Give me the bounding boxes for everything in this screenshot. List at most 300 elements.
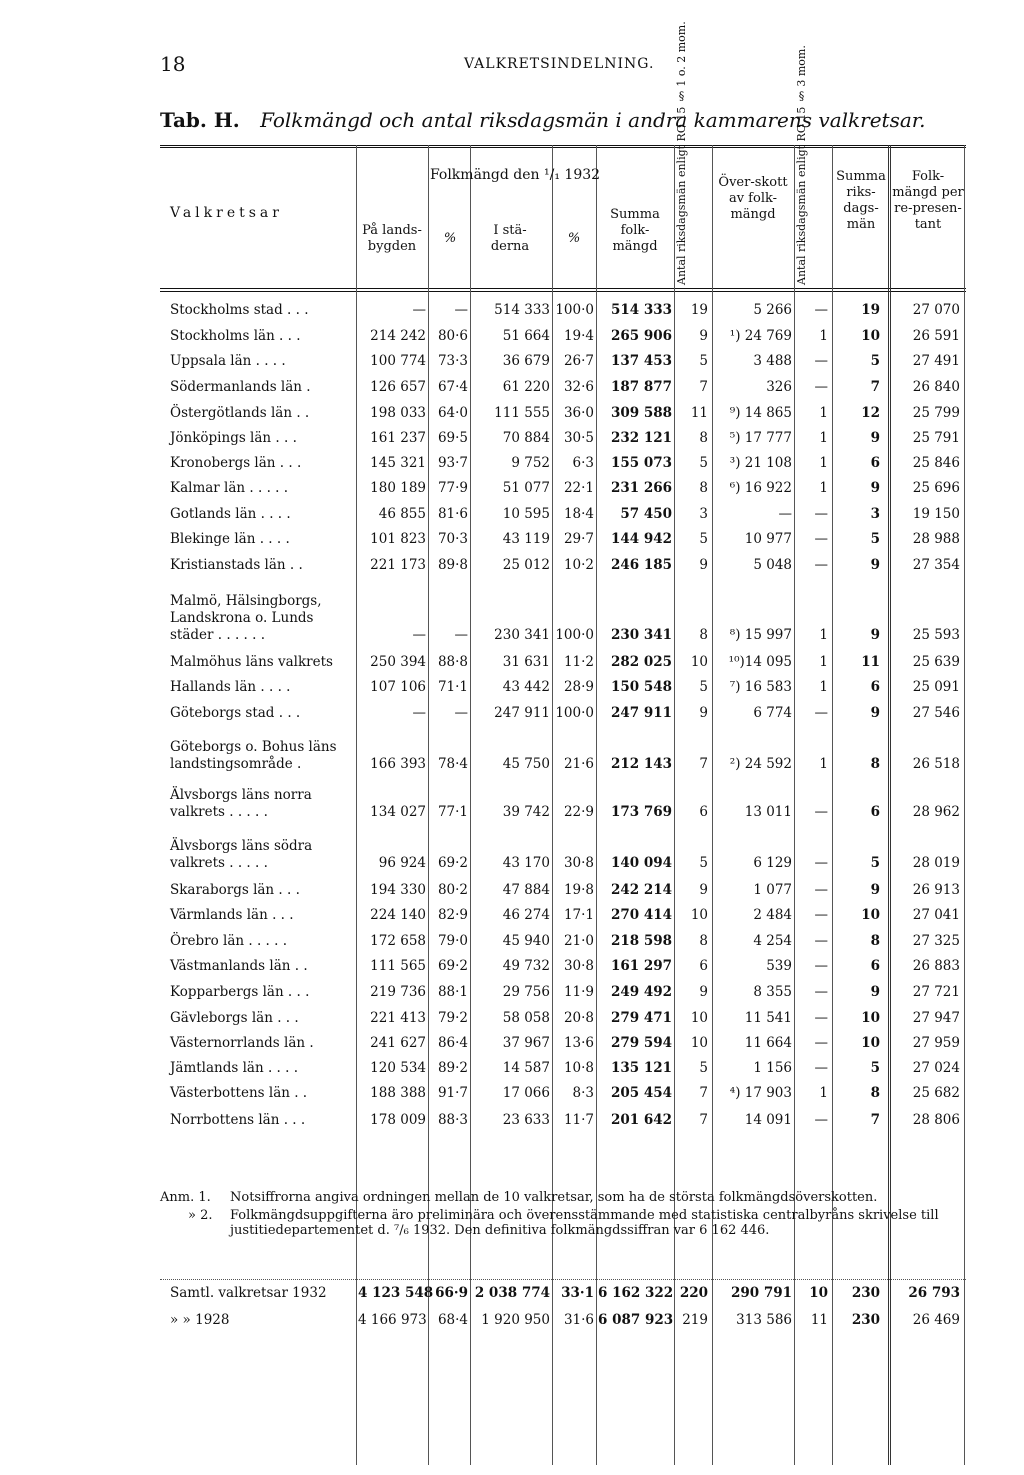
- footnote-1-label: Anm. 1.: [160, 1190, 211, 1205]
- region-name: Göteborgs o. Bohus läns landstingsområde .: [170, 739, 337, 772]
- cell-a1: 7: [699, 1112, 708, 1128]
- cell-stad: 230 341: [494, 627, 550, 643]
- cell-sum: 144 942: [610, 531, 672, 547]
- cell-tot: 3: [870, 506, 880, 522]
- cell-tot: 10: [861, 1035, 880, 1051]
- cell-tot: 8: [870, 933, 880, 949]
- cell-lp: 86·4: [437, 1035, 468, 1051]
- cell-over: 10 977: [744, 531, 792, 547]
- cell-sp: 19·4: [563, 328, 594, 344]
- cell-tot: 12: [861, 405, 880, 421]
- cell-over: 14 091: [744, 1112, 792, 1128]
- cell-tot: 9: [870, 705, 880, 721]
- cell-sum: 57 450: [620, 506, 672, 522]
- cell-sum: 279 471: [610, 1010, 672, 1026]
- cell-land: 4 166 973: [358, 1312, 427, 1328]
- cell-sum: 137 453: [610, 353, 672, 369]
- cell-per: 25 799: [912, 405, 960, 421]
- cell-land: —: [412, 705, 426, 721]
- cell-per: 25 846: [912, 455, 960, 471]
- cell-sp: 13·6: [563, 1035, 594, 1051]
- cell-lp: 88·8: [437, 654, 468, 670]
- region-name: Göteborgs stad . . .: [170, 705, 301, 721]
- cell-a3: —: [814, 379, 828, 395]
- cell-over: 11 664: [744, 1035, 792, 1051]
- region-name: Värmlands län . . .: [170, 907, 294, 923]
- cell-sp: 100·0: [555, 705, 594, 721]
- cell-sp: 22·1: [563, 480, 594, 496]
- cell-land: 180 189: [370, 480, 426, 496]
- cell-stad: 61 220: [502, 379, 550, 395]
- cell-over: ⁷) 16 583: [729, 679, 792, 695]
- cell-per: 25 791: [912, 430, 960, 446]
- cell-land: —: [412, 627, 426, 643]
- cell-over: ⁸) 15 997: [729, 627, 792, 643]
- cell-lp: 88·3: [437, 1112, 468, 1128]
- cell-per: 28 019: [912, 855, 960, 871]
- cell-tot: 6: [870, 958, 880, 974]
- cell-per: 27 721: [912, 984, 960, 1000]
- cell-over: —: [778, 506, 792, 522]
- cell-a1: 7: [699, 379, 708, 395]
- cell-per: 26 518: [912, 756, 960, 772]
- cell-over: 1 156: [753, 1060, 792, 1076]
- cell-lp: 88·1: [437, 984, 468, 1000]
- cell-sp: 10·8: [563, 1060, 594, 1076]
- cell-a3: 1: [819, 627, 828, 643]
- cell-a3: —: [814, 804, 828, 820]
- cell-over: ⁶) 16 922: [729, 480, 792, 496]
- cell-over: ¹⁰)14 095: [728, 654, 792, 670]
- cell-a3: 1: [819, 405, 828, 421]
- cell-lp: 78·4: [437, 756, 468, 772]
- cell-stad: 1 920 950: [481, 1312, 550, 1328]
- cell-over: ²) 24 592: [729, 756, 792, 772]
- cell-sum: 247 911: [610, 705, 672, 721]
- cell-a1: 5: [699, 1060, 708, 1076]
- cell-land: 134 027: [370, 804, 426, 820]
- header-pct-land: %: [443, 231, 457, 246]
- cell-sp: 36·0: [563, 405, 594, 421]
- cell-stad: 37 967: [502, 1035, 550, 1051]
- header-group-folkmangd: Folkmängd den ¹/₁ 1932: [429, 167, 601, 183]
- cell-sp: 18·4: [563, 506, 594, 522]
- running-head: VALKRETSINDELNING.: [464, 56, 655, 72]
- region-name: Samtl. valkretsar 1932: [170, 1285, 327, 1301]
- cell-stad: 36 679: [502, 353, 550, 369]
- cell-a3: —: [814, 302, 828, 318]
- cell-a3: 1: [819, 654, 828, 670]
- cell-sp: 26·7: [563, 353, 594, 369]
- region-name: Skaraborgs län . . .: [170, 882, 300, 898]
- cell-a3: 1: [819, 328, 828, 344]
- cell-a1: 5: [699, 531, 708, 547]
- cell-over: 3 488: [753, 353, 792, 369]
- cell-a3: —: [814, 1112, 828, 1128]
- cell-stad: 45 750: [502, 756, 550, 772]
- cell-per: 19 150: [912, 506, 960, 522]
- cell-lp: 64·0: [437, 405, 468, 421]
- cell-lp: 79·2: [437, 1010, 468, 1026]
- cell-per: 28 806: [912, 1112, 960, 1128]
- cell-lp: 68·4: [437, 1312, 468, 1328]
- cell-lp: —: [454, 302, 468, 318]
- cell-over: 6 774: [753, 705, 792, 721]
- cell-tot: 6: [870, 679, 880, 695]
- cell-a1: 8: [699, 933, 708, 949]
- cell-land: 120 534: [370, 1060, 426, 1076]
- cell-sum: 230 341: [610, 627, 672, 643]
- cell-a3: —: [814, 1035, 828, 1051]
- cell-a3: 1: [819, 480, 828, 496]
- region-name: Stockholms stad . . .: [170, 302, 309, 318]
- region-name: Västmanlands län . .: [170, 958, 308, 974]
- cell-sum: 6 162 322: [598, 1285, 674, 1301]
- cell-stad: 14 587: [502, 1060, 550, 1076]
- region-name: Älvsborgs läns norra valkrets . . . . .: [170, 787, 312, 820]
- region-name: Södermanlands län .: [170, 379, 311, 395]
- cell-over: ⁴) 17 903: [729, 1085, 792, 1101]
- cell-land: 145 321: [370, 455, 426, 471]
- cell-over: 313 586: [736, 1312, 792, 1328]
- region-name: Malmöhus läns valkrets: [170, 654, 333, 670]
- cell-tot: 7: [870, 1112, 880, 1128]
- cell-land: 198 033: [370, 405, 426, 421]
- cell-land: —: [412, 302, 426, 318]
- region-name: Kronobergs län . . .: [170, 455, 302, 471]
- cell-a1: 3: [699, 506, 708, 522]
- cell-stad: 49 732: [502, 958, 550, 974]
- cell-tot: 19: [861, 302, 880, 318]
- cell-lp: 91·7: [437, 1085, 468, 1101]
- cell-lp: 71·1: [437, 679, 468, 695]
- cell-a1: 11: [690, 405, 708, 421]
- cell-a1: 9: [699, 984, 708, 1000]
- cell-a1: 10: [690, 654, 708, 670]
- cell-sum: 246 185: [610, 557, 672, 573]
- cell-stad: 58 058: [502, 1010, 550, 1026]
- cell-a1: 5: [699, 353, 708, 369]
- cell-sum: 201 642: [610, 1112, 672, 1128]
- cell-land: 46 855: [378, 506, 426, 522]
- cell-tot: 11: [861, 654, 880, 670]
- cell-land: 214 242: [370, 328, 426, 344]
- cell-a1: 19: [690, 302, 708, 318]
- cell-sum: 232 121: [610, 430, 672, 446]
- cell-a1: 8: [699, 627, 708, 643]
- region-name: Gotlands län . . . .: [170, 506, 291, 522]
- cell-sp: 31·6: [563, 1312, 594, 1328]
- header-overskott: Över-skott av folk-mängd: [718, 175, 788, 222]
- cell-lp: 80·2: [437, 882, 468, 898]
- cell-sp: 19·8: [563, 882, 594, 898]
- footnote-2: [160, 1208, 980, 1238]
- cell-land: 188 388: [370, 1085, 426, 1101]
- cell-sum: 150 548: [610, 679, 672, 695]
- cell-a3: 11: [810, 1312, 828, 1328]
- cell-over: 8 355: [753, 984, 792, 1000]
- cell-stad: 514 333: [494, 302, 550, 318]
- cell-sum: 265 906: [610, 328, 672, 344]
- cell-a1: 5: [699, 455, 708, 471]
- cell-over: 13 011: [744, 804, 792, 820]
- cell-tot: 9: [870, 480, 880, 496]
- cell-lp: 81·6: [437, 506, 468, 522]
- cell-tot: 5: [870, 353, 880, 369]
- footnote-1-text: Notsiffrorna angiva ordningen mellan de 10 valkretsar, som ha de största folkmängdsöverskotten.: [230, 1190, 878, 1205]
- cell-sum: 242 214: [610, 882, 672, 898]
- table-title: [160, 108, 925, 132]
- table-caption: Folkmängd och antal riksdagsmän i andra kammarens valkretsar.: [260, 108, 926, 132]
- cell-a1: 6: [699, 958, 708, 974]
- cell-sum: 279 594: [610, 1035, 672, 1051]
- cell-sum: 161 297: [610, 958, 672, 974]
- cell-lp: 80·6: [437, 328, 468, 344]
- header-summa: Summa folk-mängd: [610, 207, 660, 254]
- cell-per: 25 682: [912, 1085, 960, 1101]
- cell-lp: 77·1: [437, 804, 468, 820]
- cell-sum: 173 769: [610, 804, 672, 820]
- cell-over: 5 266: [753, 302, 792, 318]
- cell-stad: 9 752: [511, 455, 550, 471]
- header-antal-3: Antal riksdagsmän enligt RO 15 § 3 mom.: [795, 45, 808, 285]
- cell-sp: 30·8: [563, 958, 594, 974]
- cell-stad: 29 756: [502, 984, 550, 1000]
- header-landsbygden: På lands-bygden: [362, 223, 422, 254]
- cell-a3: 1: [819, 455, 828, 471]
- cell-a3: —: [814, 984, 828, 1000]
- cell-sum: 270 414: [610, 907, 672, 923]
- cell-over: 11 541: [744, 1010, 792, 1026]
- region-name: Örebro län . . . . .: [170, 933, 287, 949]
- cell-sum: 6 087 923: [598, 1312, 674, 1328]
- cell-per: 26 793: [908, 1285, 960, 1301]
- cell-per: 26 591: [912, 328, 960, 344]
- cell-stad: 23 633: [502, 1112, 550, 1128]
- cell-sp: 6·3: [572, 455, 594, 471]
- region-name: Hallands län . . . .: [170, 679, 291, 695]
- cell-sp: 20·8: [563, 1010, 594, 1026]
- cell-a1: 9: [699, 557, 708, 573]
- cell-stad: 31 631: [502, 654, 550, 670]
- cell-sp: 21·6: [563, 756, 594, 772]
- cell-tot: 230: [851, 1285, 880, 1301]
- cell-a1: 5: [699, 679, 708, 695]
- cell-stad: 111 555: [494, 405, 550, 421]
- cell-land: 250 394: [370, 654, 426, 670]
- cell-a1: 8: [699, 480, 708, 496]
- cell-stad: 17 066: [502, 1085, 550, 1101]
- cell-lp: —: [454, 705, 468, 721]
- cell-per: 25 091: [912, 679, 960, 695]
- cell-stad: 46 274: [502, 907, 550, 923]
- cell-land: 161 237: [370, 430, 426, 446]
- page-number: 18: [160, 52, 186, 76]
- cell-a1: 7: [699, 756, 708, 772]
- cell-land: 96 924: [378, 855, 426, 871]
- region-name: Kalmar län . . . . .: [170, 480, 289, 496]
- cell-stad: 10 595: [502, 506, 550, 522]
- cell-per: 27 491: [912, 353, 960, 369]
- region-name: Västerbottens län . .: [170, 1085, 308, 1101]
- cell-per: 27 354: [912, 557, 960, 573]
- header-summa-riksdagsman: Summa riks-dags-män: [836, 169, 886, 232]
- cell-tot: 10: [861, 328, 880, 344]
- cell-lp: 73·3: [437, 353, 468, 369]
- cell-a1: 9: [699, 328, 708, 344]
- cell-per: 25 593: [912, 627, 960, 643]
- cell-tot: 5: [870, 1060, 880, 1076]
- region-name: Östergötlands län . .: [170, 405, 310, 421]
- cell-sum: 218 598: [610, 933, 672, 949]
- region-name: Uppsala län . . . .: [170, 353, 286, 369]
- cell-over: ¹) 24 769: [729, 328, 792, 344]
- cell-sum: 155 073: [610, 455, 672, 471]
- cell-sp: 29·7: [563, 531, 594, 547]
- cell-stad: 47 884: [502, 882, 550, 898]
- cell-a1: 5: [699, 855, 708, 871]
- cell-a3: —: [814, 882, 828, 898]
- cell-tot: 9: [870, 882, 880, 898]
- region-name: Älvsborgs läns södra valkrets . . . . .: [170, 838, 313, 871]
- cell-stad: 43 442: [502, 679, 550, 695]
- cell-tot: 8: [870, 1085, 880, 1101]
- cell-over: 1 077: [753, 882, 792, 898]
- cell-per: 26 883: [912, 958, 960, 974]
- cell-a3: —: [814, 907, 828, 923]
- cell-lp: 67·4: [437, 379, 468, 395]
- cell-per: 26 913: [912, 882, 960, 898]
- cell-land: 101 823: [370, 531, 426, 547]
- cell-a1: 7: [699, 1085, 708, 1101]
- header-antal-1-2: Antal riksdagsmän enligt RO 15 § 1 o. 2 mom.: [675, 21, 688, 285]
- cell-a3: —: [814, 1060, 828, 1076]
- cell-per: 27 024: [912, 1060, 960, 1076]
- cell-over: 6 129: [753, 855, 792, 871]
- cell-a1: 6: [699, 804, 708, 820]
- cell-tot: 8: [870, 756, 880, 772]
- cell-a1: 10: [690, 907, 708, 923]
- cell-tot: 5: [870, 855, 880, 871]
- cell-lp: —: [454, 627, 468, 643]
- footnotes: [160, 1190, 980, 1241]
- cell-over: 326: [766, 379, 792, 395]
- cell-lp: 93·7: [437, 455, 468, 471]
- cell-a3: —: [814, 933, 828, 949]
- cell-a1: 9: [699, 882, 708, 898]
- cell-land: 221 413: [370, 1010, 426, 1026]
- cell-tot: 6: [870, 455, 880, 471]
- cell-sp: 28·9: [563, 679, 594, 695]
- cell-lp: 66·9: [435, 1285, 468, 1301]
- cell-tot: 9: [870, 430, 880, 446]
- cell-lp: 82·9: [437, 907, 468, 923]
- cell-land: 241 627: [370, 1035, 426, 1051]
- footnote-1: [160, 1190, 980, 1205]
- cell-sum: 135 121: [610, 1060, 672, 1076]
- cell-lp: 69·2: [437, 958, 468, 974]
- cell-stad: 25 012: [502, 557, 550, 573]
- cell-per: 27 070: [912, 302, 960, 318]
- cell-over: 2 484: [753, 907, 792, 923]
- cell-sum: 249 492: [610, 984, 672, 1000]
- cell-tot: 7: [870, 379, 880, 395]
- cell-a3: —: [814, 1010, 828, 1026]
- cell-sp: 8·3: [572, 1085, 594, 1101]
- cell-land: 224 140: [370, 907, 426, 923]
- cell-a3: —: [814, 705, 828, 721]
- cell-stad: 51 664: [502, 328, 550, 344]
- cell-sp: 21·0: [563, 933, 594, 949]
- footnote-2-label: » 2.: [188, 1208, 213, 1223]
- header-valkretsar: Valkretsar: [170, 205, 283, 221]
- header-staderna: I stä-derna: [490, 223, 530, 254]
- region-name: Stockholms län . . .: [170, 328, 301, 344]
- cell-over: 5 048: [753, 557, 792, 573]
- cell-a1: 10: [690, 1010, 708, 1026]
- header-pct-stad: %: [567, 231, 581, 246]
- cell-a3: —: [814, 557, 828, 573]
- cell-over: ⁵) 17 777: [729, 430, 792, 446]
- cell-lp: 89·2: [437, 1060, 468, 1076]
- cell-per: 28 988: [912, 531, 960, 547]
- cell-per: 26 840: [912, 379, 960, 395]
- cell-lp: 70·3: [437, 531, 468, 547]
- cell-a3: —: [814, 506, 828, 522]
- cell-a3: 1: [819, 679, 828, 695]
- cell-sp: 11·2: [563, 654, 594, 670]
- cell-sum: 140 094: [610, 855, 672, 871]
- cell-a3: —: [814, 353, 828, 369]
- cell-a1: 10: [690, 1035, 708, 1051]
- cell-sp: 33·1: [561, 1285, 594, 1301]
- region-name: Jämtlands län . . . .: [170, 1060, 298, 1076]
- cell-per: 27 325: [912, 933, 960, 949]
- cell-sp: 30·8: [563, 855, 594, 871]
- cell-over: ⁹) 14 865: [729, 405, 792, 421]
- footnote-2-text: Folkmängdsuppgifterna äro preliminära och överensstämmande med statistiska centralbyråns skrivelse till justitiedepartementet d. ⁷/₆ 1932. Den definitiva folkmängdssiffran var 6 162 446.: [230, 1208, 939, 1238]
- cell-a3: —: [814, 531, 828, 547]
- cell-over: 290 791: [730, 1285, 792, 1301]
- region-name: Västernorrlands län .: [170, 1035, 314, 1051]
- cell-sp: 32·6: [563, 379, 594, 395]
- cell-land: 126 657: [370, 379, 426, 395]
- cell-a3: 10: [809, 1285, 828, 1301]
- cell-sum: 212 143: [610, 756, 672, 772]
- cell-a1: 8: [699, 430, 708, 446]
- cell-stad: 70 884: [502, 430, 550, 446]
- cell-land: 221 173: [370, 557, 426, 573]
- cell-a1: 219: [682, 1312, 708, 1328]
- header-folkmangd-per-representant: Folk-mängd per re-presen-tant: [892, 169, 964, 232]
- cell-sum: 205 454: [610, 1085, 672, 1101]
- cell-sp: 22·9: [563, 804, 594, 820]
- cell-sp: 100·0: [555, 627, 594, 643]
- cell-sp: 30·5: [563, 430, 594, 446]
- cell-land: 172 658: [370, 933, 426, 949]
- cell-sum: 231 266: [610, 480, 672, 496]
- cell-tot: 10: [861, 1010, 880, 1026]
- cell-land: 107 106: [370, 679, 426, 695]
- cell-sp: 10·2: [563, 557, 594, 573]
- region-name: Kopparbergs län . . .: [170, 984, 310, 1000]
- cell-per: 28 962: [912, 804, 960, 820]
- cell-per: 25 639: [912, 654, 960, 670]
- cell-a1: 9: [699, 705, 708, 721]
- cell-land: 4 123 548: [358, 1285, 434, 1301]
- cell-stad: 247 911: [494, 705, 550, 721]
- cell-a3: 1: [819, 430, 828, 446]
